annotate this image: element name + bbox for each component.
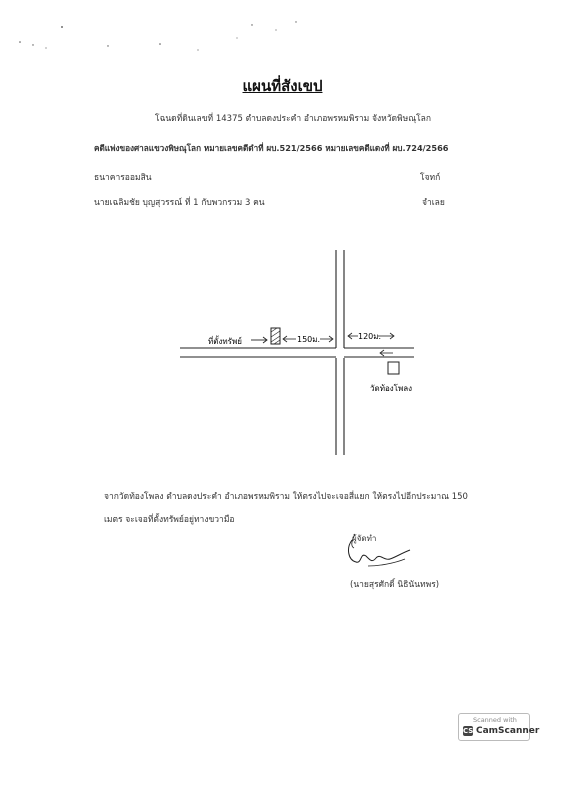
directions-line-2: เมตร จะเจอที่ตั้งทรัพย์อยู่ทางขวามือ bbox=[104, 515, 235, 525]
plaintiff-name: ธนาคารออมสิน bbox=[94, 173, 152, 183]
directions-line-1: จากวัดท้องโพลง ตำบลดงประคำ อำเภอพรหมพิราม ให้ตรงไปจะเจอสี่แยก ให้ตรงไปอีกประมาณ 150 bbox=[104, 492, 468, 502]
signer-label: ผู้จัดทำ bbox=[352, 534, 377, 543]
camscanner-text: CamScanner bbox=[476, 726, 540, 736]
distance-150-label: 150ม. bbox=[297, 335, 321, 344]
property-label: ที่ตั้งทรัพย์ bbox=[208, 337, 242, 346]
document-title: แผนที่สังเขป bbox=[242, 77, 323, 95]
camscanner-logo-icon: CS bbox=[463, 727, 474, 735]
defendant-role: จำเลย bbox=[422, 198, 445, 208]
land-deed-line: โฉนดที่ดินเลขที่ 14375 ตำบลดงประคำ อำเภอพรหมพิราม จังหวัดพิษณุโลก bbox=[155, 114, 431, 124]
camscanner-watermark bbox=[458, 713, 540, 741]
plaintiff-role: โจทก์ bbox=[420, 173, 441, 183]
temple-label: วัดท้องโพลง bbox=[370, 384, 413, 393]
signer-name: (นายสุรศักดิ์ นิธินันทพร) bbox=[350, 580, 440, 590]
distance-120-label: 120ม. bbox=[358, 332, 382, 341]
case-number-line: คดีแพ่งของศาลแขวงพิษณุโลก หมายเลขคดีดำที่ ผบ.521/2566 หมายเลขคดีแดงที่ ผบ.724/2566 bbox=[94, 143, 449, 153]
defendant-name: นายเฉลิมชัย บุญสุวรรณ์ ที่ 1 กับพวกรวม 3 คน bbox=[94, 198, 265, 208]
scanned-with-text: Scanned with bbox=[473, 716, 517, 724]
